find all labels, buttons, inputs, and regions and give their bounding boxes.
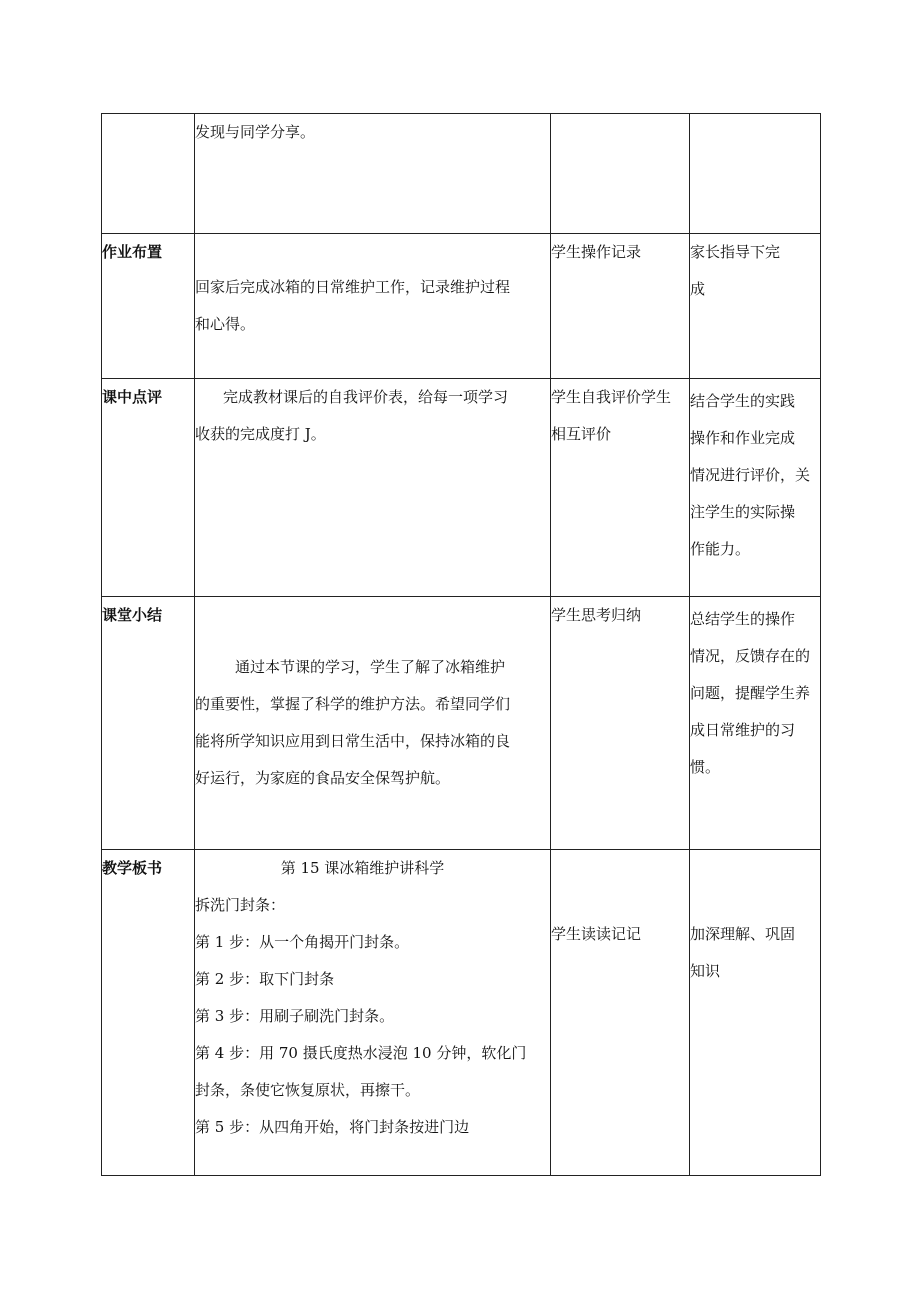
intent-line: 问题，提醒学生养	[690, 684, 811, 702]
content-line: 第 1 步：从一个角揭开门封条。	[195, 933, 410, 951]
intent-line: 知识	[690, 962, 721, 980]
intent-cell	[690, 597, 821, 850]
content-cell	[195, 114, 551, 234]
table-row	[102, 379, 821, 597]
table-row	[102, 234, 821, 379]
activity-line: 相互评价	[551, 425, 612, 443]
intent-line: 家长指导下完	[690, 243, 781, 261]
content-line: 第 2 步：取下门封条	[195, 970, 335, 988]
row-label-summary: 课堂小结	[102, 597, 195, 850]
intent-cell	[690, 234, 821, 379]
activity-cell	[551, 379, 690, 597]
content-line: 拆洗门封条：	[195, 896, 286, 914]
intent-line: 情况，反馈存在的	[690, 647, 811, 665]
intent-line: 加深理解、巩固	[690, 925, 796, 943]
content-cell	[195, 850, 551, 1176]
intent-line: 成日常维护的习	[690, 721, 796, 739]
activity-cell: 学生读读记记	[551, 850, 690, 1176]
intent-line: 总结学生的操作	[690, 610, 796, 628]
intent-line: 情况进行评价，关	[690, 466, 811, 484]
content-line: 第 5 步：从四角开始，将门封条按进门边	[195, 1118, 470, 1136]
intent-line: 成	[690, 280, 706, 298]
content-line: 第 4 步：用 70 摄氏度热水浸泡 10 分钟，软化门	[195, 1044, 527, 1062]
content-cell	[195, 379, 551, 597]
content-line: 的重要性，掌握了科学的维护方法。希望同学们	[195, 695, 511, 713]
table-row	[102, 850, 821, 1176]
intent-line: 注学生的实际操	[690, 503, 796, 521]
row-label-homework: 作业布置	[102, 234, 195, 379]
activity-cell	[551, 114, 690, 234]
content-line: 第 3 步：用刷子刷洗门封条。	[195, 1007, 395, 1025]
content-line: 完成教材课后的自我评价表，给每一项学习	[223, 388, 509, 406]
activity-cell: 学生思考归纳	[551, 597, 690, 850]
row-label-board: 教学板书	[102, 850, 195, 1176]
intent-line: 结合学生的实践	[690, 392, 796, 410]
content-line: 能将所学知识应用到日常生活中，保持冰箱的良	[195, 732, 511, 750]
intent-line: 操作和作业完成	[690, 429, 796, 447]
content-cell	[195, 234, 551, 379]
content-line: 和心得。	[195, 315, 256, 333]
activity-line: 学生自我评价学生	[551, 388, 672, 406]
intent-line: 作能力。	[690, 540, 751, 558]
table-row	[102, 597, 821, 850]
intent-cell	[690, 114, 821, 234]
content-line: 通过本节课的学习，学生了解了冰箱维护	[235, 658, 506, 676]
content-cell	[195, 597, 551, 850]
content-line: 发现与同学分享。	[195, 123, 316, 141]
intent-line: 惯。	[690, 758, 721, 776]
content-line: 收获的完成度打 J。	[195, 425, 326, 443]
table-row	[102, 114, 821, 234]
lesson-plan-table	[101, 113, 821, 1176]
intent-cell	[690, 850, 821, 1176]
row-label	[102, 114, 195, 234]
content-line: 封条，条使它恢复原状，再擦干。	[195, 1081, 421, 1099]
intent-cell	[690, 379, 821, 597]
content-line: 好运行，为家庭的食品安全保驾护航。	[195, 769, 451, 787]
row-label-review: 课中点评	[102, 379, 195, 597]
board-title: 第 15 课冰箱维护讲科学	[280, 859, 445, 877]
activity-cell: 学生操作记录	[551, 234, 690, 379]
content-line: 回家后完成冰箱的日常维护工作，记录维护过程	[195, 278, 511, 296]
